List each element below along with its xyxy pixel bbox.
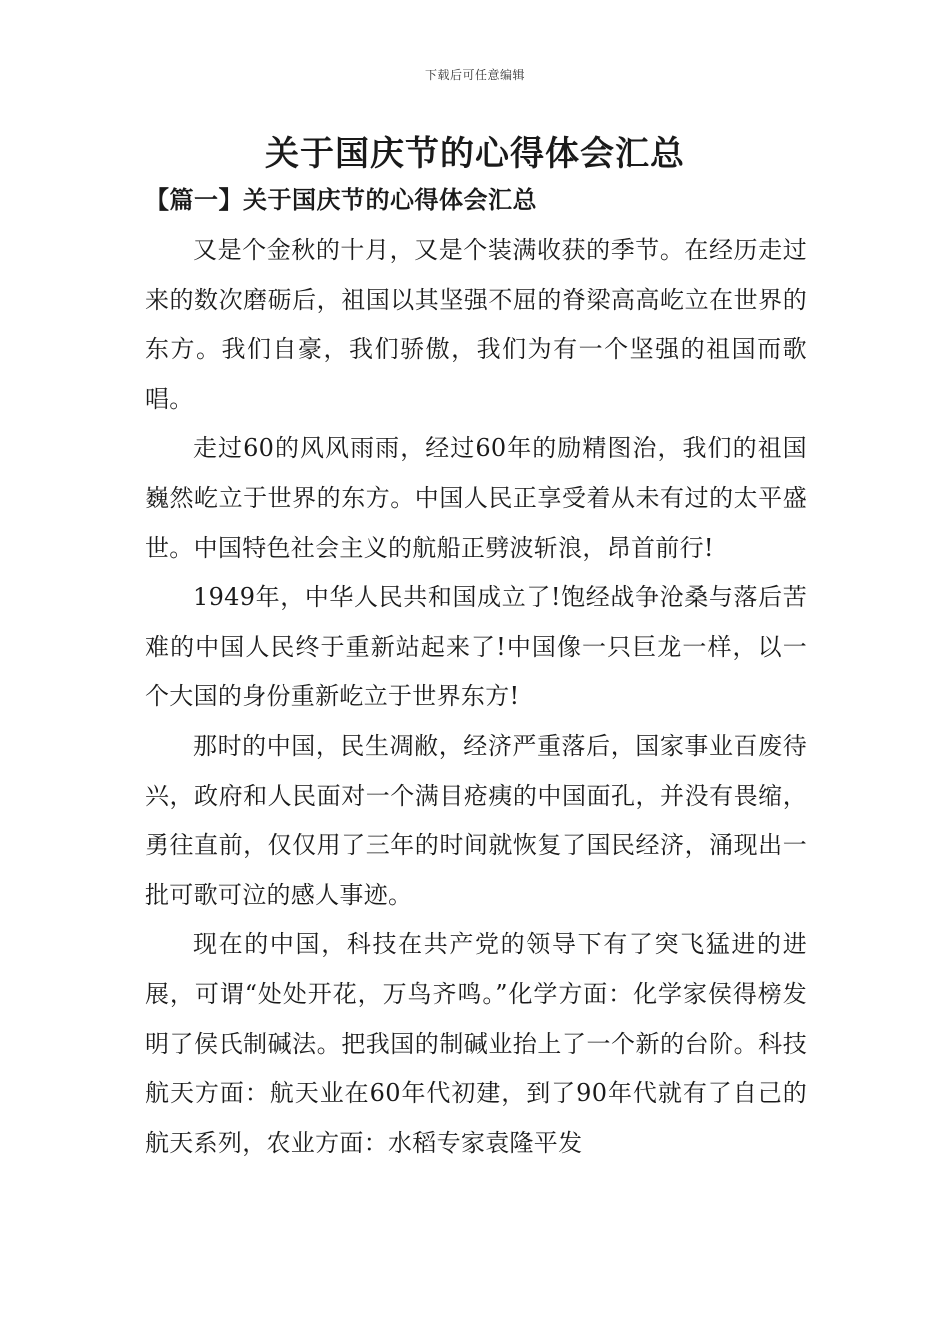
paragraph: 那时的中国，民生凋敝，经济严重落后，国家事业百废待兴，政府和人民面对一个满目疮痍的中国面孔，并没有畏缩，勇往直前，仅仅用了三年的时间就恢复了国民经济，涌现出一批可歌可泣的感人事迹。 (145, 731, 807, 909)
document-body (145, 226, 807, 1168)
paragraph: 现在的中国，科技在共产党的领导下有了突飞猛进的进展，可谓“处处开花，万鸟齐鸣。”化学方面：化学家侯得榜发明了侯氏制碱法。把我国的制碱业抬上了一个新的台阶。科技航天方面：航天业在60年代初建，到了90年代就有了自己的航天系列，农业方面：水稻专家袁隆平发 (145, 930, 807, 1157)
paragraph: 又是个金秋的十月，又是个装满收获的季节。在经历走过来的数次磨砺后，祖国以其坚强不屈的脊梁高高屹立在世界的东方。我们自豪，我们骄傲，我们为有一个坚强的祖国而歌唱。 (145, 236, 807, 413)
document-title: 关于国庆节的心得体会汇总 (265, 134, 685, 174)
header-note: 下载后可任意编辑 (424, 68, 525, 82)
paragraph: 走过60的风风雨雨，经过60年的励精图治，我们的祖国巍然屹立于世界的东方。中国人民正享受着从未有过的太平盛世。中国特色社会主义的航船正劈波斩浪，昂首前行! (145, 434, 807, 562)
section-heading: 【篇一】关于国庆节的心得体会汇总 (145, 185, 537, 214)
paragraph: 1949年，中华人民共和国成立了!饱经战争沧桑与落后苦难的中国人民终于重新站起来了!中国像一只巨龙一样，以一个大国的身份重新屹立于世界东方! (145, 583, 807, 711)
